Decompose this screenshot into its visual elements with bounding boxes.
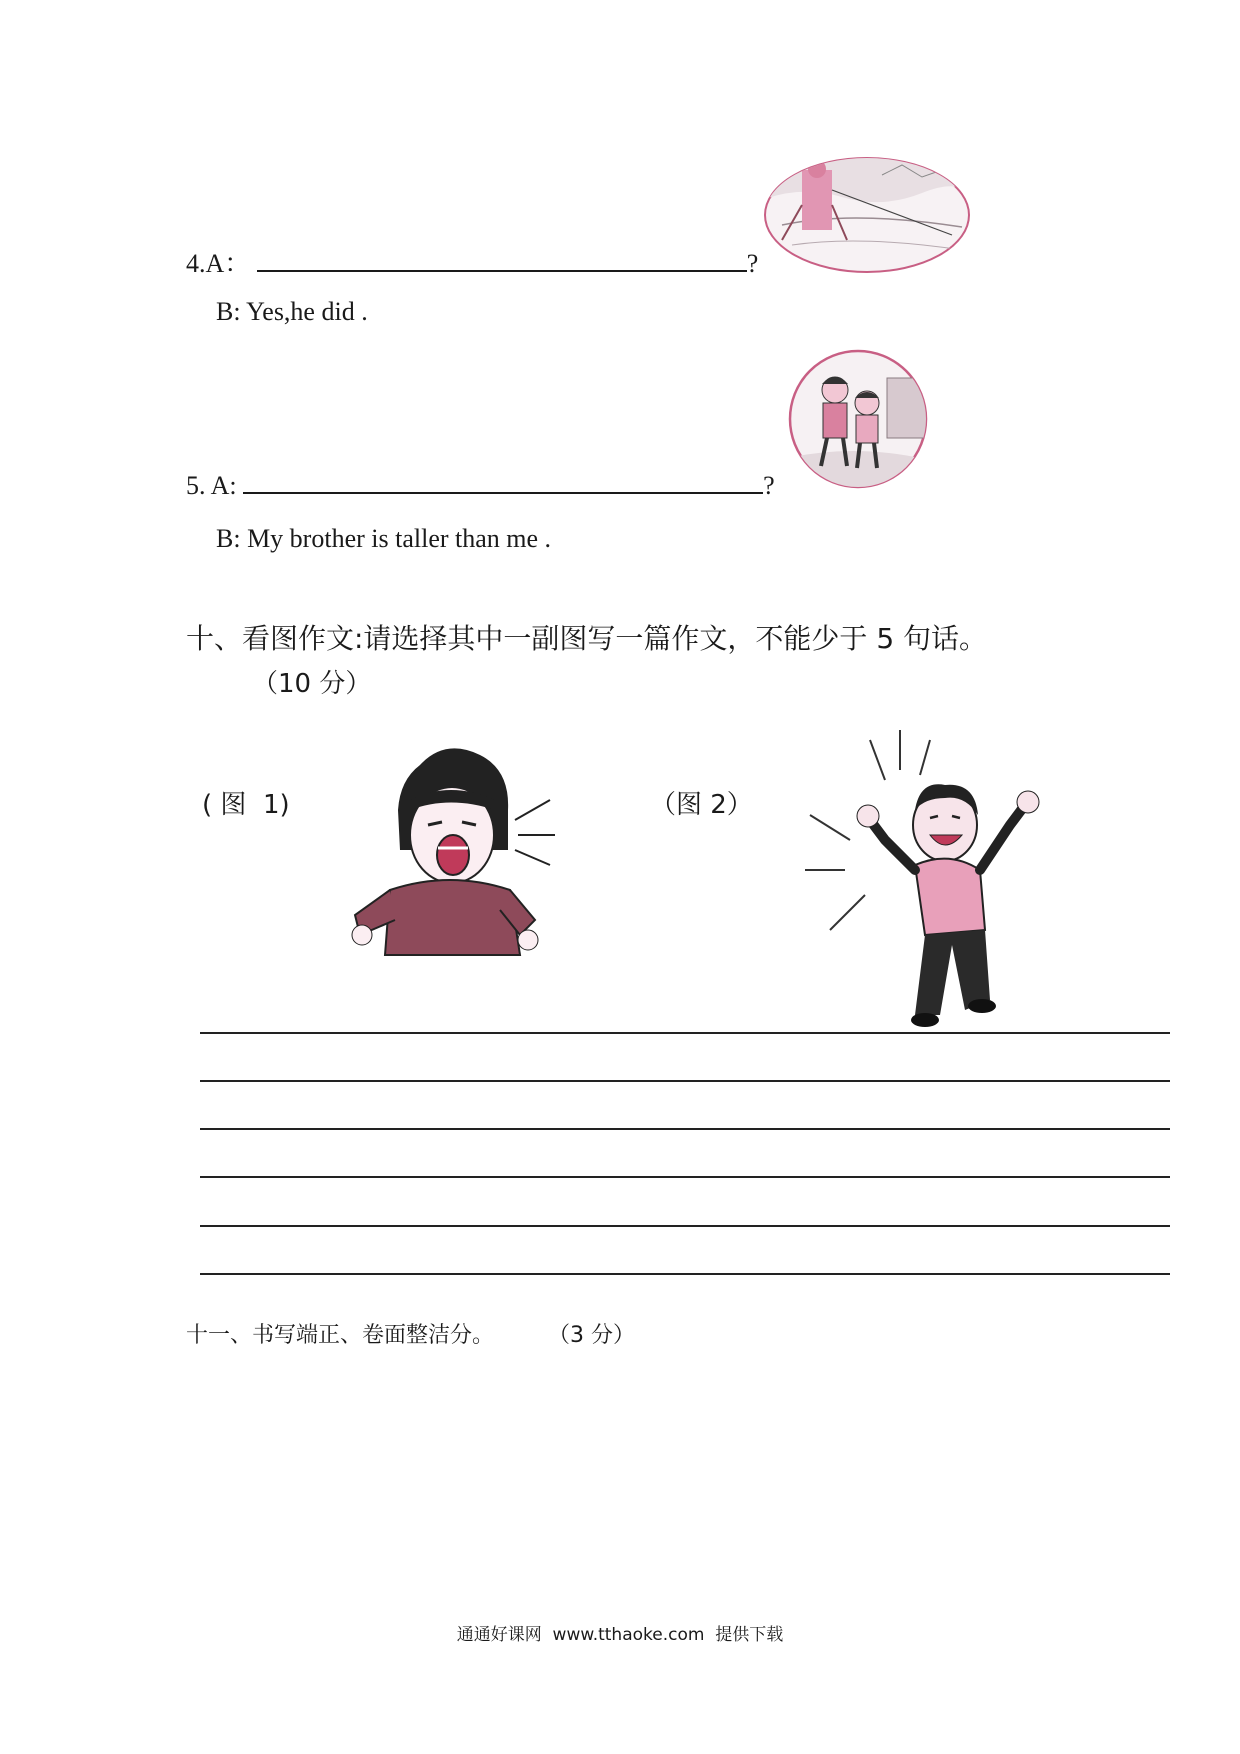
section-10-score: （10 分） xyxy=(252,669,372,699)
question-5-answer: B: My brother is taller than me . xyxy=(216,524,552,553)
two-boys-image xyxy=(787,348,929,490)
question-5-end: ? xyxy=(763,471,775,500)
section-11 xyxy=(186,1318,635,1349)
crying-child-image xyxy=(350,740,565,960)
writing-line-3[interactable] xyxy=(200,1128,1170,1130)
section-11-score: （3 分） xyxy=(548,1323,636,1348)
question-5-prompt xyxy=(186,470,775,501)
question-4-answer: B: Yes,he did . xyxy=(216,297,368,326)
question-4-blank[interactable] xyxy=(257,248,747,272)
writing-line-5[interactable] xyxy=(200,1225,1170,1227)
figure-2-label: （图 2） xyxy=(650,790,753,820)
writing-line-2[interactable] xyxy=(200,1080,1170,1082)
section-11-title: 十一、书写端正、卷面整洁分。 xyxy=(186,1323,495,1348)
question-5-blank[interactable] xyxy=(243,470,763,494)
question-4-prompt xyxy=(186,243,758,280)
fishing-scene-image xyxy=(762,155,972,275)
writing-line-6[interactable] xyxy=(200,1273,1170,1275)
writing-line-1[interactable] xyxy=(200,1032,1170,1034)
question-4-number: 4.A： xyxy=(186,249,251,278)
section-10-title: 十、看图作文:请选择其中一副图写一篇作文，不能少于 5 句话。 xyxy=(186,622,988,655)
figure-1-label: ( 图 1) xyxy=(202,790,290,820)
question-5-number: 5. A: xyxy=(186,471,237,500)
footer-text: 通通好课网 www.tthaoke.com 提供下载 xyxy=(456,1625,784,1645)
happy-boy-image xyxy=(800,730,1060,1030)
writing-line-4[interactable] xyxy=(200,1176,1170,1178)
question-4-end: ? xyxy=(746,249,759,278)
